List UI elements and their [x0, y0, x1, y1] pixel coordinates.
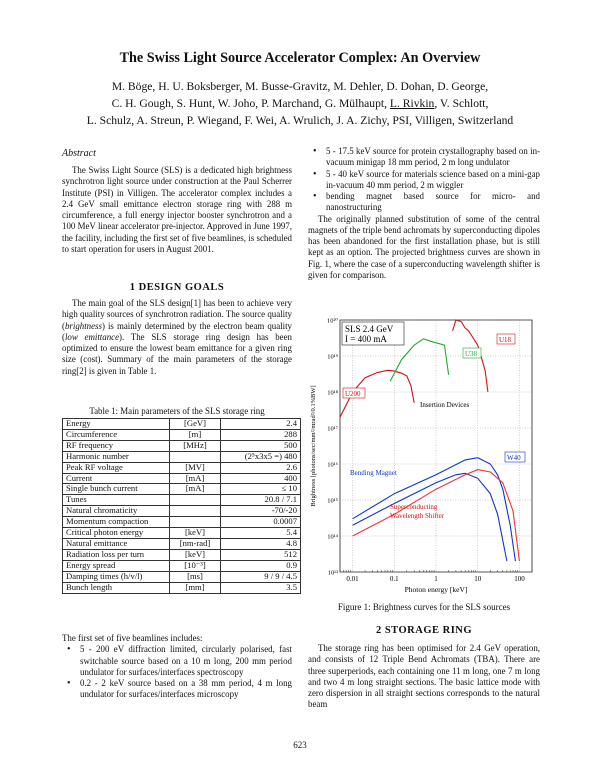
x-tick-label: 100: [514, 575, 525, 583]
beamlines-intro: The first set of five beamlines includes:: [62, 633, 203, 643]
table-cell-value: 512: [221, 549, 301, 560]
paper-title: The Swiss Light Source Accelerator Complex: An Overview: [119, 50, 481, 66]
table-cell-unit: [keV]: [170, 549, 221, 560]
table-cell-value: -70/-20: [221, 506, 301, 517]
table-cell-unit: [170, 517, 221, 528]
abstract-body: [62, 165, 292, 255]
table-cell-value: 9 / 9 / 4.5: [221, 571, 301, 582]
table-cell-value: (2⁵x3x5 =) 480: [221, 451, 301, 462]
table-cell-unit: [170, 495, 221, 506]
table-row: [63, 517, 301, 528]
label-sc-line2: Wavelength Shifter: [390, 512, 445, 520]
table-cell-unit: [mm]: [170, 582, 221, 593]
table-cell-value: 0.9: [221, 560, 301, 571]
author-line-1: M. Böge, H. U. Boksberger, M. Busse-Gravitz, M. Dehler, D. Dohan, D. George,: [111, 80, 489, 93]
table-cell-value: 288: [221, 429, 301, 440]
table-caption: Table 1: Main parameters of the SLS storage ring: [89, 406, 265, 416]
table-cell-value: 3.5: [221, 582, 301, 593]
table-cell-unit: [mA]: [170, 473, 221, 484]
label-u200: U200: [345, 390, 361, 398]
label-w40: W40: [507, 454, 521, 462]
table-row: [63, 571, 301, 582]
y-axis-label: Brightness [photons/sec/mm²/mrad²/0.1%BW]: [310, 385, 317, 507]
table-cell-unit: [170, 451, 221, 462]
section2-heading: 2 STORAGE RING: [375, 625, 473, 636]
table-cell-unit: [nm-rad]: [170, 538, 221, 549]
w40-tag: [505, 452, 525, 462]
beamline-bullets-left: [62, 644, 292, 700]
table-cell-name: Tunes: [63, 495, 170, 506]
table-cell-unit: [MV]: [170, 462, 221, 473]
table-cell-unit: [mA]: [170, 484, 221, 495]
table-cell-unit: [GeV]: [170, 419, 221, 430]
y-tick-label: 10¹⁷: [327, 425, 338, 433]
y-tick-label: 10¹⁵: [327, 497, 338, 505]
x-tick-label: 10: [474, 575, 482, 583]
table-cell-name: Energy: [63, 419, 170, 430]
section1-paragraph: The main goal of the SLS design[1] has been to achieve very high quality sources of synchrotron radiation. The source quality (brightness) is mainly determined by the electron beam quality (low emittance). The SLS storage ring design has been optimized to ensure the lowest beam emittance for a given ring size (cost). Summary of the main parameters of the storage ring[2] is given in Table 1.: [62, 298, 292, 376]
table-cell-name: Radiation loss per turn: [63, 549, 170, 560]
table-row: [63, 440, 301, 451]
x-tick-label: 1: [434, 575, 438, 583]
x-tick-label: 0.01: [346, 575, 359, 583]
author-line-3: L. Schulz, A. Streun, P. Wiegand, F. Wei, A. Wrulich, J. A. Zichy, PSI, Villigen, Switzerland: [86, 114, 514, 127]
beamline-item-4: • 5 - 40 keV source for materials science based on a mini-gap in-vacuum 40 mm period, 2 m wiggler: [308, 169, 540, 192]
y-tick-label: 10¹⁹: [327, 353, 338, 361]
table-cell-value: 2.4: [221, 419, 301, 430]
page-number: 623: [293, 740, 307, 750]
table-row: [63, 451, 301, 462]
beamline-item-5: • bending magnet based source for micro- and nanostructuring: [308, 191, 540, 214]
table-cell-value: ≤ 10: [221, 484, 301, 495]
label-sc-line1: Superconducting: [390, 503, 438, 511]
section1-body: [62, 298, 292, 377]
table-cell-name: Peak RF voltage: [63, 462, 170, 473]
author-list: [20, 78, 580, 129]
table-cell-unit: [m]: [170, 429, 221, 440]
plot-grid: [340, 320, 532, 572]
box-line-2: I = 400 mA: [345, 334, 387, 344]
y-tick-label: 10¹⁸: [327, 389, 338, 397]
table-cell-value: 5.4: [221, 528, 301, 539]
table-row: [63, 538, 301, 549]
beamlines-list-right: [308, 146, 540, 281]
beamline-item-3: • 5 - 17.5 keV source for protein crystallography based on in-vacuum minigap 18 mm period, 2 m long undulator: [308, 146, 540, 169]
table-row: [63, 549, 301, 560]
curves: [340, 320, 519, 561]
table-cell-name: Bunch length: [63, 582, 170, 593]
table-cell-name: Critical photon energy: [63, 528, 170, 539]
table-row: [63, 462, 301, 473]
table-cell-name: Momentum compaction: [63, 517, 170, 528]
brightness-paragraph: The originally planned substitution of some of the central magnets of the triple bend achromats by superconducting dipoles has been abandoned for the first installation phase, but is still kept as an option. The projected brightness curves are shown in Fig. 1, where the case of a superconducting wavelength shifter is given for comparison.: [308, 213, 540, 280]
y-tick-label: 10²⁰: [326, 317, 338, 325]
table-cell-value: 4.8: [221, 538, 301, 549]
table-cell-name: Current: [63, 473, 170, 484]
table-cell-unit: [MHz]: [170, 440, 221, 451]
u38-tag: [463, 348, 481, 358]
axis-ticks: [327, 318, 532, 584]
u200-tag: [343, 388, 365, 398]
table-row: [63, 560, 301, 571]
table-cell-name: Single bunch current: [63, 484, 170, 495]
y-tick-label: 10¹³: [327, 569, 338, 577]
table-cell-name: Harmonic number: [63, 451, 170, 462]
label-u38: U38: [465, 350, 478, 358]
table-cell-name: Circumference: [63, 429, 170, 440]
beamline-item-2: • 0.2 - 2 keV source based on a 38 mm period, 4 m long undulator for surfaces/interfaces microscopy: [62, 678, 292, 701]
table-cell-name: Energy spread: [63, 560, 170, 571]
table-row: [63, 582, 301, 593]
table-cell-name: Natural chromaticity: [63, 506, 170, 517]
label-insertion-devices: Insertion Devices: [420, 401, 470, 409]
x-axis-label: Photon energy [keV]: [404, 585, 468, 594]
parameters-table-wrap: [62, 418, 301, 594]
label-u18: U18: [499, 336, 512, 344]
beamline-bullets-right: [308, 146, 540, 214]
table-cell-unit: [170, 506, 221, 517]
table-cell-value: 20.8 / 7.1: [221, 495, 301, 506]
author-line-2: C. H. Gough, S. Hunt, W. Joho, P. Marchand, G. Mülhaupt, L. Rivkin, V. Schlott,: [111, 97, 489, 110]
abstract-heading: Abstract: [62, 148, 96, 159]
table-cell-value: 2.6: [221, 462, 301, 473]
section1-heading: 1 DESIGN GOALS: [129, 282, 225, 293]
table-row: [63, 528, 301, 539]
label-bending-magnet: Bending Magnet: [350, 469, 397, 477]
beamlines-list-left: [62, 633, 292, 701]
figure-caption: Figure 1: Brightness curves for the SLS sources: [337, 602, 511, 612]
brightness-chart: [308, 312, 540, 598]
u18-tag: [497, 334, 515, 344]
section2-body: [308, 643, 540, 711]
table-cell-name: Natural emittance: [63, 538, 170, 549]
presenting-author: L. Rivkin: [389, 97, 435, 110]
table-cell-unit: [10⁻³]: [170, 560, 221, 571]
x-tick-label: 0.1: [389, 575, 399, 583]
table-cell-name: Damping times (h/v/l): [63, 571, 170, 582]
table-cell-unit: [ms]: [170, 571, 221, 582]
table-cell-value: 0.0007: [221, 517, 301, 528]
box-line-1: SLS 2.4 GeV: [345, 324, 394, 334]
y-tick-label: 10¹⁴: [327, 533, 338, 541]
section2-paragraph: The storage ring has been optimised for 2.4 GeV operation, and consists of 12 Triple Bend Achromats (TBA). There are three superperiods, each containing one 11 m long, one 7 m long and two 4 m long straight sections. The basic lattice mode with zero dispersion in all straight sections corresponds to the natural beam: [308, 643, 540, 710]
abstract-text: The Swiss Light Source (SLS) is a dedicated high brightness synchrotron light source under construction at the Paul Scherrer Institute (PSI) in Villigen. The accelerator complex includes a 2.4 GeV small emittance electron storage ring with 288 m circumference, a full energy injector booster synchrotron and a 100 MeV linear accelerator pre-injector. Approved in June 1997, the facility, including the first set of five beamlines, is scheduled to start operation for users in August 2001.: [62, 165, 292, 254]
table-row: [63, 473, 301, 484]
table-row: [63, 419, 301, 430]
table-cell-value: 500: [221, 440, 301, 451]
table-row: [63, 495, 301, 506]
y-tick-label: 10¹⁶: [327, 461, 338, 469]
table-cell-unit: [keV]: [170, 528, 221, 539]
parameters-table: [62, 418, 301, 594]
table-row: [63, 429, 301, 440]
table-cell-name: RF frequency: [63, 440, 170, 451]
beamline-item-1: • 5 - 200 eV diffraction limited, circularly polarised, fast switchable source based on a 10 m long, 200 mm period undulator for surfaces/interfaces spectroscopy: [62, 644, 292, 678]
table-cell-value: 400: [221, 473, 301, 484]
table-row: [63, 506, 301, 517]
table-row: [63, 484, 301, 495]
